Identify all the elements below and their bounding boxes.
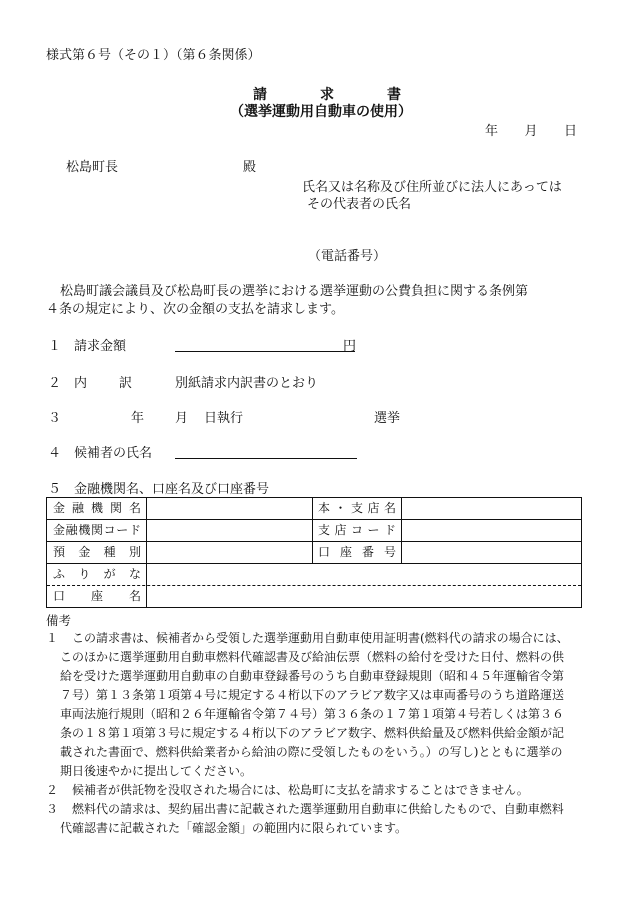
note-1-line: 期日後速やかに提出してください。 — [60, 764, 253, 778]
item-1-number: １ — [48, 339, 62, 354]
label-char: 座 — [90, 589, 103, 603]
item-5-label: 金融機関名、口座名及び口座番号 — [74, 482, 270, 497]
item-2-number: ２ — [48, 376, 62, 391]
form-number: 様式第６号（その１）（第６条関係） — [46, 48, 261, 63]
label-char: 融 — [65, 523, 78, 537]
item-4-label: 候補者の氏名 — [74, 446, 153, 461]
label-char: 種 — [103, 545, 116, 559]
intro-line1: 松島町議会議員及び松島町長の選挙における選挙運動の公費負担に関する条例第 — [60, 284, 529, 299]
label-char: 座 — [339, 545, 352, 559]
label-char: 名 — [383, 501, 396, 515]
account-number-label — [318, 542, 396, 563]
label-char: 支 — [350, 501, 363, 515]
date-fields — [485, 120, 577, 139]
branch-code-label — [318, 520, 396, 541]
label-char: 関 — [109, 501, 122, 515]
label-char: 機 — [78, 523, 91, 537]
item-2-label — [74, 372, 132, 391]
label-char: 口 — [318, 545, 331, 559]
note-1-number: １ — [46, 631, 59, 645]
item-5-number: ５ — [48, 482, 62, 497]
yen-suffix: 円 — [343, 339, 357, 354]
phone-label: （電話番号） — [308, 249, 387, 264]
bank-code-label — [53, 520, 141, 541]
label-char: 支 — [318, 523, 331, 537]
note-1-line: 車両法施行規則（昭和２６年運輸省令第７４号）第３６条の１７第１項第４号若しくは第３６ — [60, 707, 565, 721]
label-char: ド — [383, 523, 396, 537]
label-char: 金 — [53, 523, 66, 537]
candidate-name-line — [175, 458, 357, 459]
table-col-divider — [401, 498, 402, 563]
election-month-label: 月 — [175, 411, 189, 426]
account-name-label — [53, 586, 141, 607]
label-char: 名 — [128, 501, 141, 515]
intro-line2: ４条の規定により、次の金額の支払を請求します。 — [46, 302, 344, 317]
bank-name-label — [53, 498, 141, 519]
label-char: り — [78, 567, 91, 581]
item-2-value: 別紙請求内訳書のとおり — [175, 376, 319, 391]
date-day-label: 日 — [563, 124, 577, 139]
note-1-line: 条の１８第１項第３号に規定する４桁以下のアラビア数字、燃料供給量及び燃料供給金額が記 — [60, 726, 565, 740]
amount-input-line — [175, 351, 355, 352]
applicant-label-line2: その代表者の氏名 — [307, 197, 412, 212]
deposit-type-label — [53, 542, 141, 563]
table-col-divider — [312, 498, 313, 563]
note-3-number: ３ — [46, 802, 59, 816]
note-3-line: 代確認書に記載された「確認金額」の範囲内に限られています。 — [60, 821, 408, 835]
label-char: ド — [128, 523, 141, 537]
note-1-line: 給を受けた選挙運動用自動車の自動車登録番号のうち自動車登録規則（昭和４５年運輸省令第 — [60, 669, 565, 683]
election-day-label: 日執行 — [204, 411, 244, 426]
item-3-number: ３ — [48, 411, 62, 426]
note-2-line: 候補者が供託物を没収された場合には、松島町に支払を請求することはできません。 — [72, 783, 529, 797]
label-char: ふ — [53, 567, 66, 581]
date-year-label: 年 — [485, 124, 499, 139]
label-char: 店 — [367, 501, 380, 515]
label-char: 金 — [53, 501, 66, 515]
label-char: 口 — [53, 589, 66, 603]
document-subtitle: （選挙運動用自動車の使用） — [230, 104, 412, 120]
branch-name-label — [318, 498, 396, 519]
note-1-line: このほかに選挙運動用自動車燃料代確認書及び給油伝票（燃料の給付を受けた日付、燃料の供 — [60, 650, 565, 664]
label-char: 別 — [128, 545, 141, 559]
remarks-heading: 備考 — [46, 613, 72, 628]
label-char: コ — [103, 523, 116, 537]
item-1-label: 請求金額 — [74, 339, 127, 354]
label-char: が — [103, 567, 116, 581]
title-char-1: 請 — [253, 87, 267, 103]
item-2-label-char-2: 訳 — [118, 376, 132, 391]
label-char: 関 — [90, 523, 103, 537]
label-char: 名 — [128, 589, 141, 603]
table-col-divider — [146, 585, 147, 607]
title-char-2: 求 — [320, 87, 334, 103]
election-suffix: 選挙 — [374, 411, 401, 426]
bank-account-table — [46, 497, 582, 608]
addressee-name: 松島町長 — [66, 160, 119, 175]
label-char: ・ — [334, 501, 347, 515]
label-char: コ — [350, 523, 363, 537]
label-char: 番 — [361, 545, 374, 559]
label-char: 機 — [90, 501, 103, 515]
item-4-number: ４ — [48, 446, 62, 461]
note-1-line: 載された書面で、燃料供給業者から給油の際に受領したものをいう。）の写し)とともに選挙の — [60, 745, 563, 759]
label-char: 融 — [71, 501, 84, 515]
label-char: 金 — [78, 545, 91, 559]
applicant-label-line1: 氏名又は名称及び住所並びに法人にあっては — [302, 180, 562, 195]
addressee-honorific: 殿 — [243, 160, 257, 175]
label-char: な — [128, 567, 141, 581]
label-char: ー — [367, 523, 380, 537]
note-2-number: ２ — [46, 783, 59, 797]
furigana-label — [53, 564, 141, 585]
label-char: 預 — [53, 545, 66, 559]
label-char: ー — [116, 523, 129, 537]
label-char: 店 — [334, 523, 347, 537]
item-2-label-char-1: 内 — [74, 376, 88, 391]
election-year-label: 年 — [131, 411, 145, 426]
label-char: 号 — [383, 545, 396, 559]
table-col-divider — [146, 498, 147, 585]
note-3-line: 燃料代の請求は、契約届出書に記載された選挙運動用自動車に供給したもので、自動車燃料 — [72, 802, 564, 816]
note-1-line: ７号）第１３条第１項第４号に規定する４桁以下のアラビア数字又は車両番号のうち道路運送 — [60, 688, 565, 702]
note-1-line: この請求書は、候補者から受領した選挙運動用自動車使用証明書(燃料代の請求の場合には、 — [72, 631, 569, 645]
label-char: 本 — [318, 501, 331, 515]
title-char-3: 書 — [387, 87, 401, 103]
date-month-label: 月 — [524, 124, 538, 139]
